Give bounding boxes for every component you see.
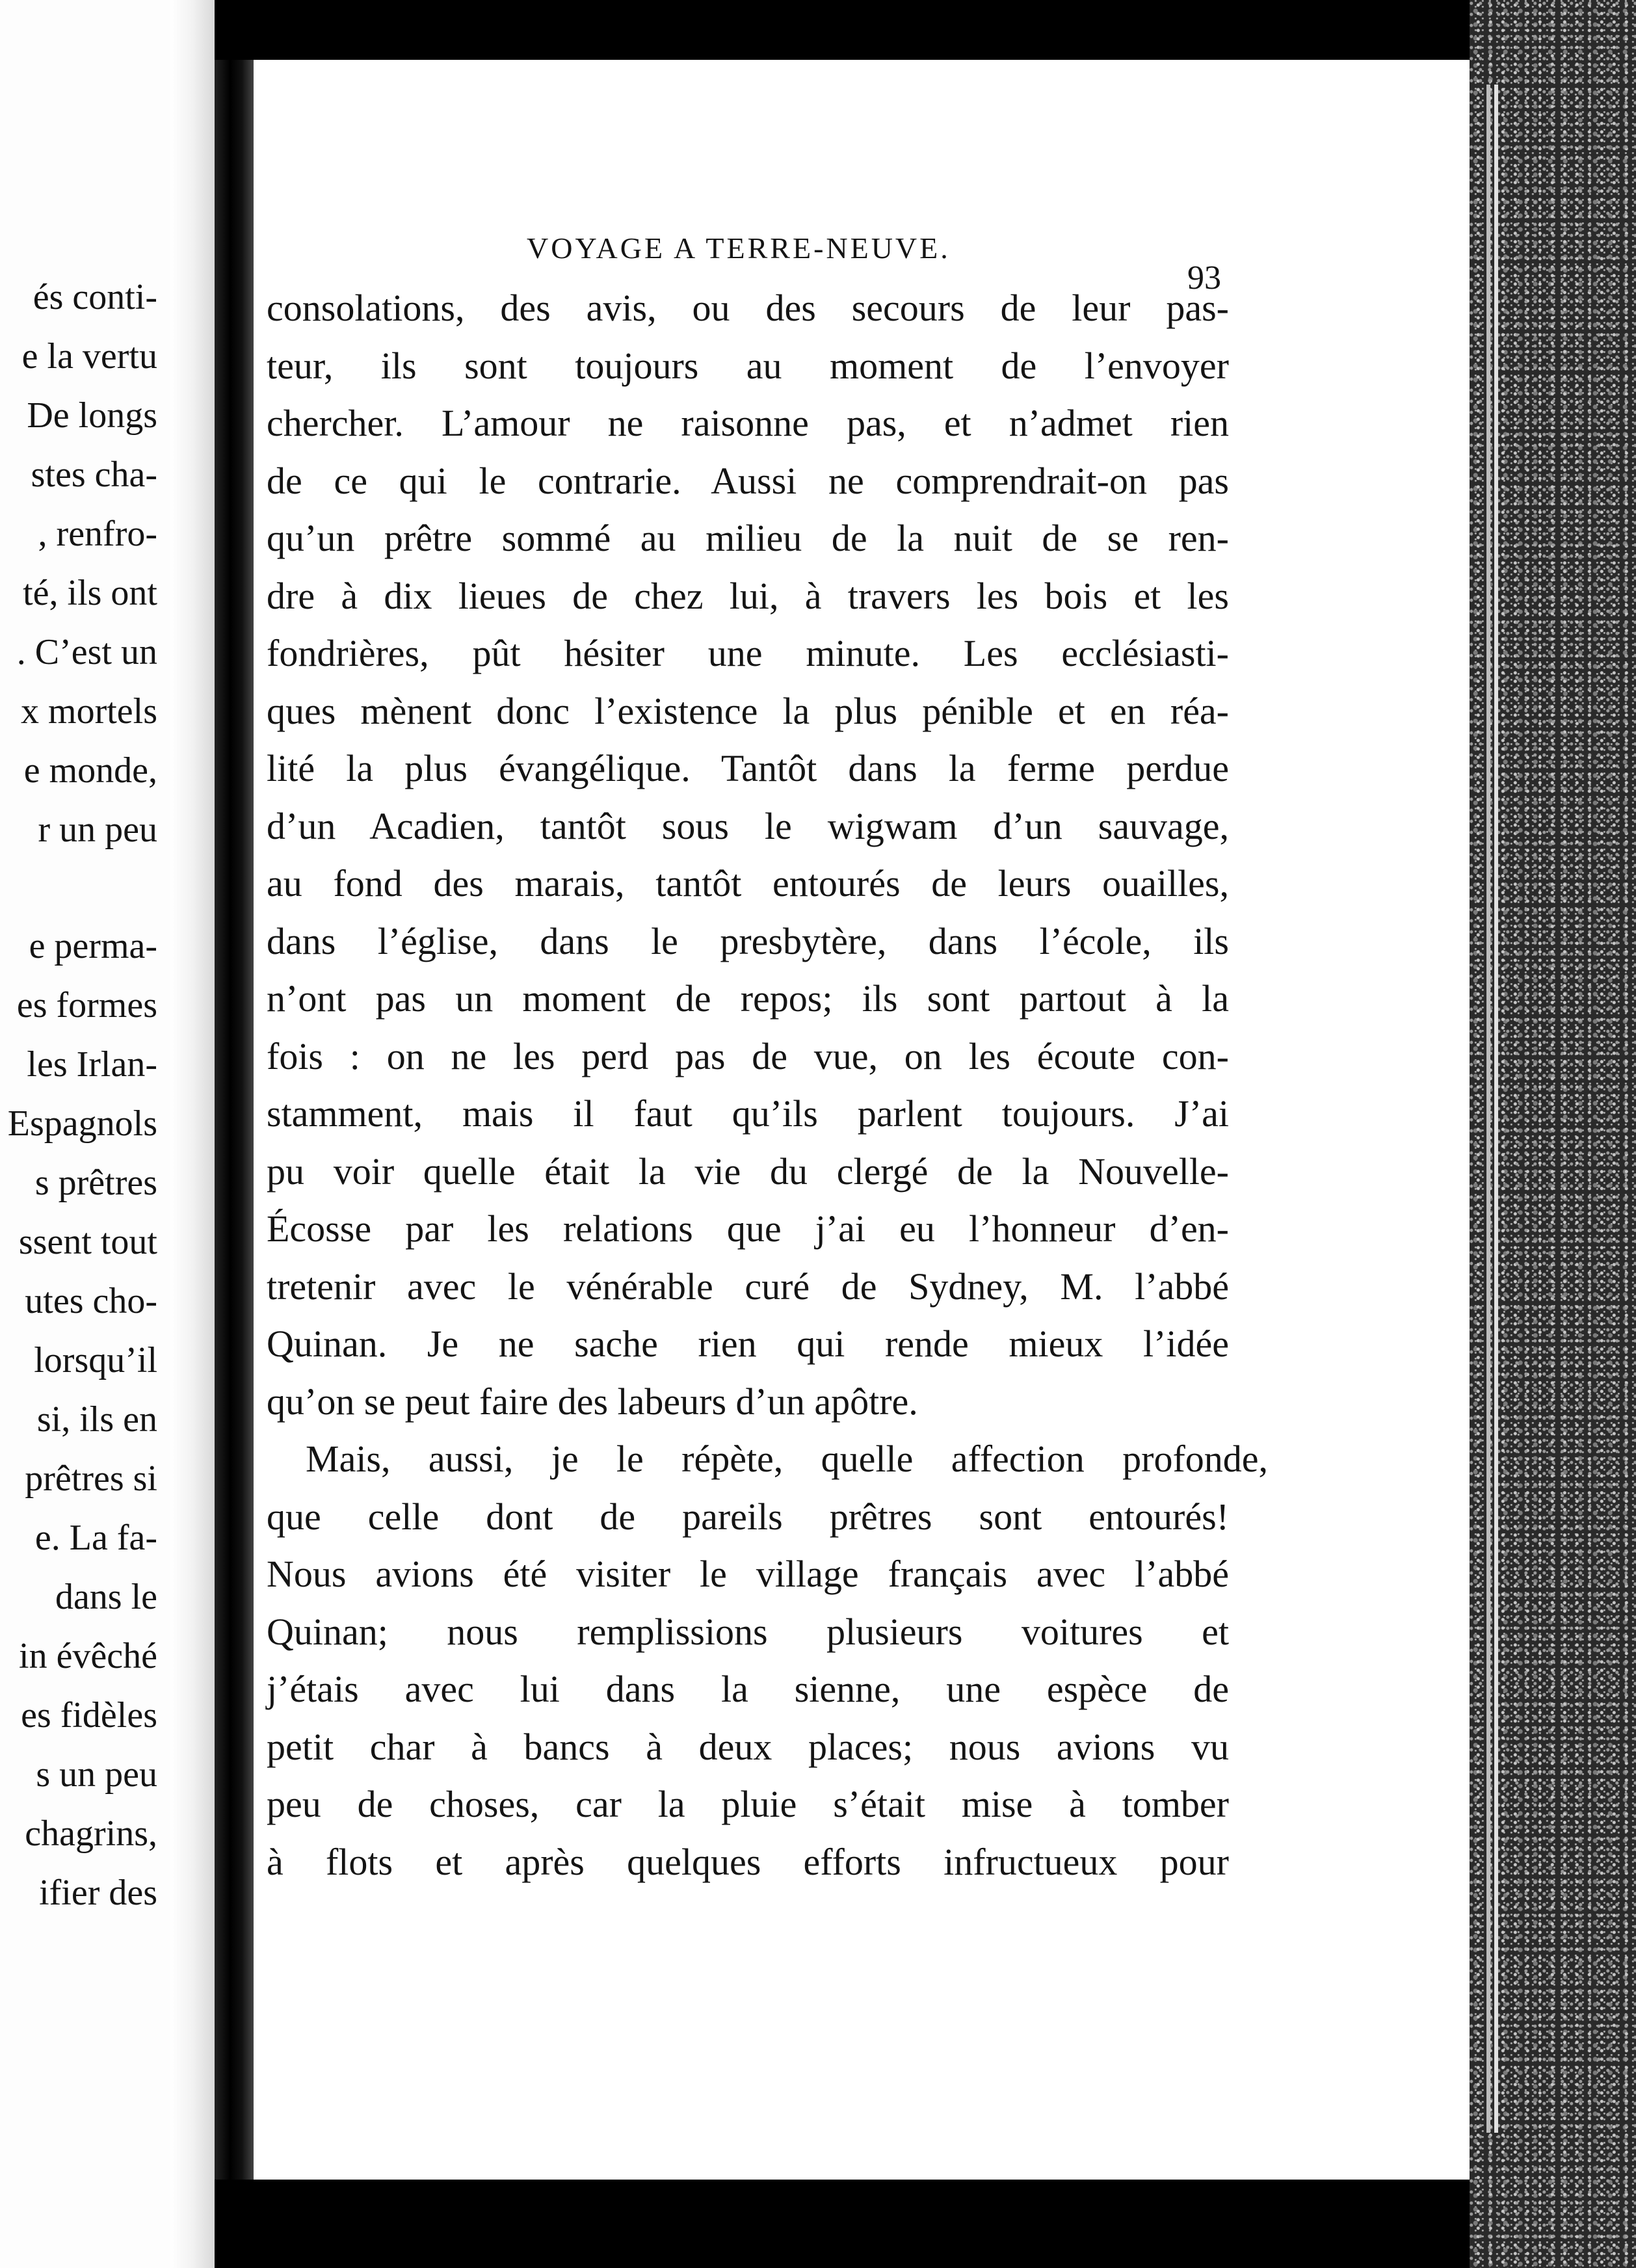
left-line: es formes xyxy=(16,985,157,1025)
text-line: Nous avions été visiter le village français avec l’abbé xyxy=(267,1553,1229,1595)
text-line: ques mènent donc l’existence la plus pénible et en réa- xyxy=(267,689,1229,732)
text-line: dre à dix lieues de chez lui, à travers les bois et les xyxy=(267,574,1229,617)
text-line: j’étais avec lui dans la sienne, une espèce de xyxy=(267,1668,1229,1710)
left-line: Espagnols xyxy=(7,1103,157,1144)
left-line: si, ils en xyxy=(36,1399,157,1440)
running-head: VOYAGE A TERRE-NEUVE. xyxy=(527,231,951,265)
text-line: Quinan. Je ne sache rien qui rende mieux l’idée xyxy=(267,1323,1229,1365)
text-line: Écosse par les relations que j’ai eu l’honneur d’en- xyxy=(267,1207,1229,1250)
scan-top-border xyxy=(215,0,1470,60)
left-facing-page xyxy=(0,0,215,2268)
text-line: que celle dont de pareils prêtres sont entourés! xyxy=(267,1495,1229,1538)
page-edge-line xyxy=(1486,85,1490,2133)
left-line: ifier des xyxy=(39,1873,157,1913)
left-line: ssent tout xyxy=(18,1222,157,1262)
left-line: x mortels xyxy=(21,691,157,732)
left-line: De longs xyxy=(27,395,157,436)
left-line: utes cho- xyxy=(25,1281,157,1321)
text-line: consolations, des avis, ou des secours de leur pas- xyxy=(267,287,1229,329)
text-line: peu de choses, car la pluie s’était mise à tomber xyxy=(267,1783,1229,1825)
text-line: dans l’église, dans le presbytère, dans l’école, ils xyxy=(267,919,1229,962)
body-text xyxy=(267,280,1268,1891)
left-line: s prêtres xyxy=(34,1163,157,1203)
text-line: qu’un prêtre sommé au milieu de la nuit de se ren- xyxy=(267,517,1229,559)
book-gutter xyxy=(215,0,254,2268)
text-line: teur, ils sont toujours au moment de l’envoyer xyxy=(267,344,1229,387)
scan-bottom-border xyxy=(215,2180,1470,2268)
left-line: e la vertu xyxy=(21,336,157,376)
text-line: petit char à bancs à deux places; nous avions vu xyxy=(267,1725,1229,1768)
left-line: e. La fa- xyxy=(34,1518,157,1558)
page-number: 93 xyxy=(1187,259,1221,297)
left-line: s un peu xyxy=(36,1754,157,1795)
text-line: lité la plus évangélique. Tantôt dans la ferme perdue xyxy=(267,747,1229,789)
text-line: de ce qui le contrarie. Aussi ne comprendrait-on pas xyxy=(267,459,1229,502)
left-line: . C’est un xyxy=(16,632,157,672)
text-line: pu voir quelle était la vie du clergé de la Nouvelle- xyxy=(267,1150,1229,1193)
text-line: Mais, aussi, je le répète, quelle affection profonde, xyxy=(306,1438,1268,1480)
left-line: prêtres si xyxy=(25,1458,157,1499)
left-line: té, ils ont xyxy=(23,573,157,613)
left-line: dans le xyxy=(55,1577,157,1617)
text-line: qu’on se peut faire des labeurs d’un apôtre. xyxy=(267,1380,918,1423)
left-line: es fidèles xyxy=(21,1695,157,1735)
text-line: stamment, mais il faut qu’ils parlent toujours. J’ai xyxy=(267,1092,1229,1135)
left-line: e monde, xyxy=(23,750,157,791)
left-page-shadow xyxy=(170,0,215,2268)
left-line: e perma- xyxy=(29,926,157,966)
text-line: à flots et après quelques efforts infructueux pour xyxy=(267,1840,1229,1883)
left-line-blank xyxy=(8,860,157,917)
left-line: és conti- xyxy=(33,277,157,317)
left-line: r un peu xyxy=(38,810,157,850)
text-line: tretenir avec le vénérable curé de Sydney, M. l’abbé xyxy=(267,1265,1229,1308)
text-line: au fond des marais, tantôt entourés de leurs ouailles, xyxy=(267,862,1229,904)
left-line: les Irlan- xyxy=(27,1044,157,1085)
left-line: chagrins, xyxy=(25,1813,157,1854)
text-line: fois : on ne les perd pas de vue, on les écoute con- xyxy=(267,1035,1229,1077)
text-line: Quinan; nous remplissions plusieurs voitures et xyxy=(267,1610,1229,1653)
left-page-text xyxy=(8,268,157,1923)
text-line: fondrières, pût hésiter une minute. Les ecclésiasti- xyxy=(267,632,1229,674)
page-edge-line xyxy=(1494,85,1498,2133)
left-line: , renfro- xyxy=(38,514,157,554)
left-line: stes cha- xyxy=(31,455,157,495)
text-line: n’ont pas un moment de repos; ils sont partout à la xyxy=(267,977,1229,1020)
left-line: in évêché xyxy=(19,1636,157,1676)
text-line: chercher. L’amour ne raisonne pas, et n’admet rien xyxy=(267,402,1229,444)
left-line: lorsqu’il xyxy=(34,1340,157,1380)
text-line: d’un Acadien, tantôt sous le wigwam d’un sauvage, xyxy=(267,804,1229,847)
